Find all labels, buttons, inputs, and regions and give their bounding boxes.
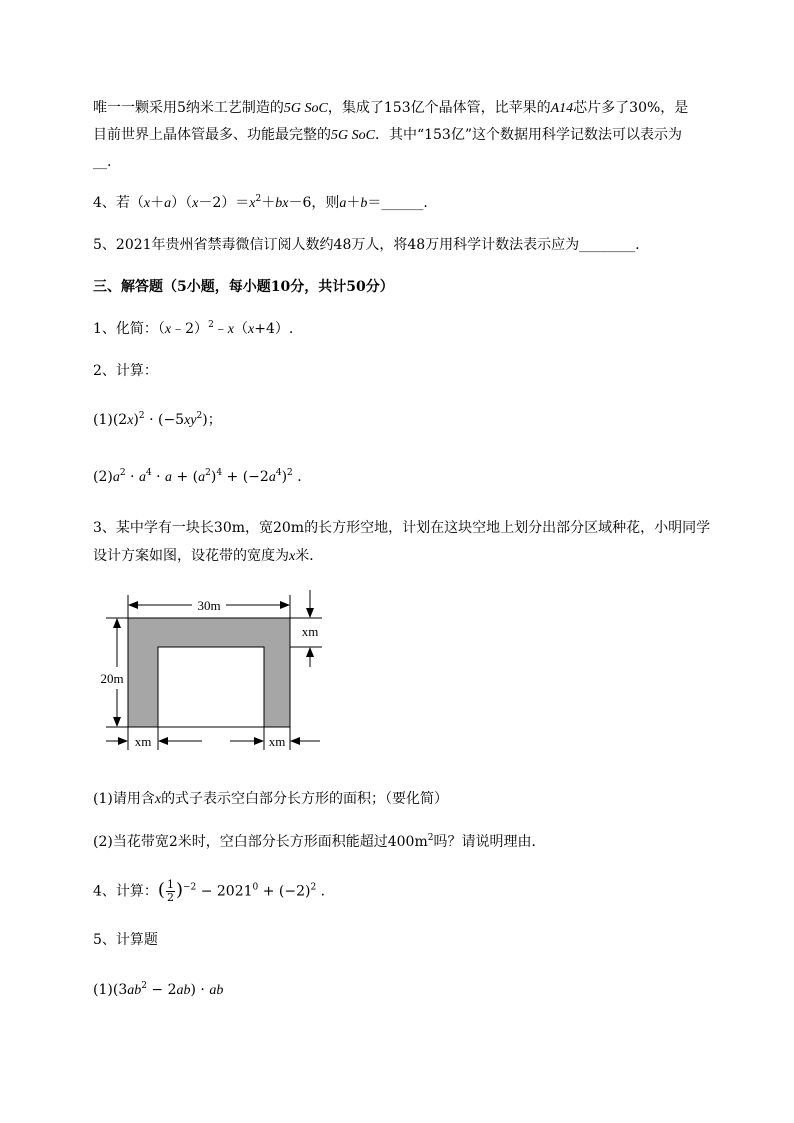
var-a: a [268,470,276,485]
text-segment: + (−2) [258,883,311,900]
exponent: 2 [119,468,126,478]
fillin-q4 [93,193,428,214]
fillin-q3-line3: __. [93,154,112,170]
fillin-q5: 5、2021年贵州省禁毒微信订阅人数约48万人，将48万用科学计数法表示应为________. [93,237,640,253]
text-segment: 芯片多了30%，是 [573,100,689,116]
exponent: 2 [208,320,214,330]
exponent: 2 [141,981,147,991]
text-segment: －6，则 [288,195,340,211]
var-x: x [249,196,256,211]
text-segment: ＋ [150,195,165,211]
text-segment: ﹣2） [171,321,209,337]
text-segment: ，集成了153亿个晶体管，比苹果的 [327,100,551,116]
text-segment: − 2 [146,982,177,998]
text-segment: 4、计算： [93,883,158,900]
bottom-left-label: xm [134,734,152,749]
solve-q4 [93,879,325,904]
bottom-right-label: xm [268,734,286,749]
var-x: x [227,322,235,337]
text-segment: (1)(2 [93,412,128,428]
solve-q3-sub1 [93,789,448,810]
text-segment: －2）＝ [198,195,250,211]
text-segment: (2) [93,469,113,485]
text-segment: ＋ [261,195,276,211]
text-segment: （ [234,321,249,337]
text-segment: ) [210,469,217,485]
text-segment: + [222,469,243,485]
var-x: x [282,196,289,211]
text-segment: ）（ [171,195,193,211]
exponent: 4 [216,468,223,478]
text-segment: . [292,469,302,485]
var-x: x [127,413,134,428]
exponent: 2 [310,882,317,893]
var-a: a [339,196,347,211]
solve-q2-part1 [93,410,222,431]
var-a: a [112,470,120,485]
text-segment: 米． [295,548,324,564]
text-segment: 的式子表示空白部分长方形的面积；（要化简） [161,791,449,807]
text-segment: 吗？请说明理由． [433,834,546,850]
solve-q2-label: 2、计算： [93,363,158,379]
text-segment: ＋ [346,195,361,211]
top-band-label: xm [301,624,319,639]
soc-label: 5G SoC [331,128,375,143]
text-segment: (−2 [242,469,269,485]
exponent: 0 [252,882,259,893]
text-segment: . [316,883,326,900]
soc-label: 5G SoC [283,101,328,116]
text-segment: 目前世界上晶体管最多、功能最完整的 [93,127,331,143]
text-segment: 3 [118,982,128,998]
var-xy: xy [184,413,197,428]
text-segment: · [125,469,139,485]
var-ab: ab [209,983,224,998]
var-a: a [198,470,206,485]
solve-q5-part1 [93,980,223,1001]
var-ab: ab [127,983,142,998]
text-segment: 1、化简：（ [93,321,165,337]
text-segment: ( [192,469,199,485]
text-segment: · [151,469,166,485]
text-segment: (1) [93,982,113,998]
var-a: a [165,470,173,485]
text-segment: + [172,469,193,485]
var-a: a [138,470,146,485]
var-x: x [164,322,172,337]
exponent: −2 [182,882,197,893]
exponent: 2 [255,194,262,204]
width-label: 30m [197,598,221,613]
var-x: x [248,322,255,337]
text-segment: ) [281,469,288,485]
solve-q2-part2 [93,467,302,488]
paren: ) [175,879,183,901]
solve-q3-sub2 [93,832,545,852]
exponent: 2 [138,411,145,421]
text-segment: 设计方案如图，设花带的宽度为 [93,548,289,564]
var-x: x [289,549,296,564]
var-b: b [360,196,368,211]
solve-q5-label: 5、计算题 [93,932,158,948]
text-segment: (1)请用含 [93,791,155,807]
exponent: 4 [275,468,282,478]
text-segment: ) [190,982,196,998]
var-x: x [143,196,151,211]
exponent: 2 [205,468,211,478]
text-segment: +4）. [254,321,294,337]
var-ab: ab [176,983,191,998]
text-segment: ﹣ [213,321,228,337]
chip-label: A14 [550,101,574,116]
var-b: b [275,196,283,211]
text-segment: − 2021 [196,883,253,900]
solve-q3-line2 [93,546,323,567]
exponent: 2 [287,468,293,478]
fillin-q3-line1 [93,98,688,119]
garden-diagram [92,585,332,760]
text-segment: )； [202,412,222,428]
exponent: 2 [427,833,434,843]
fraction-numerator: 1 [166,878,174,891]
fraction [166,879,175,904]
text-segment: ) [133,412,139,428]
text-segment: ( [112,982,119,998]
var-x: x [154,792,162,807]
text-segment: · [195,982,210,998]
text-segment: 唯一一颗采用5纳米工艺制造的 [93,100,284,116]
section-heading: 三、解答题（5小题，每小题10分，共计50分） [93,279,394,295]
fraction-denominator: 2 [166,891,174,904]
text-segment: (−5 [157,412,185,428]
solve-q3-line1: 3、某中学有一块长30m，宽20m的长方形空地，计划在这块空地上划分出部分区域种花，小明同学 [93,520,711,536]
var-a: a [164,196,172,211]
fillin-q3-line2 [93,125,682,146]
paren: ( [157,879,165,901]
flower-band [128,618,290,727]
answer-blank: ＝______. [367,195,428,211]
exponent: 4 [145,468,152,478]
text-segment: ．其中“153亿”这个数据用科学记数法可以表示为 [374,127,682,143]
exponent: 2 [196,411,203,421]
solve-q1 [93,319,293,340]
var-x: x [192,196,199,211]
height-label: 20m [100,671,124,686]
text-segment: · [144,412,158,428]
text-segment: 4、若（ [93,195,144,211]
text-segment: (2)当花带宽2米时，空白部分长方形面积能超过400m [93,834,428,850]
